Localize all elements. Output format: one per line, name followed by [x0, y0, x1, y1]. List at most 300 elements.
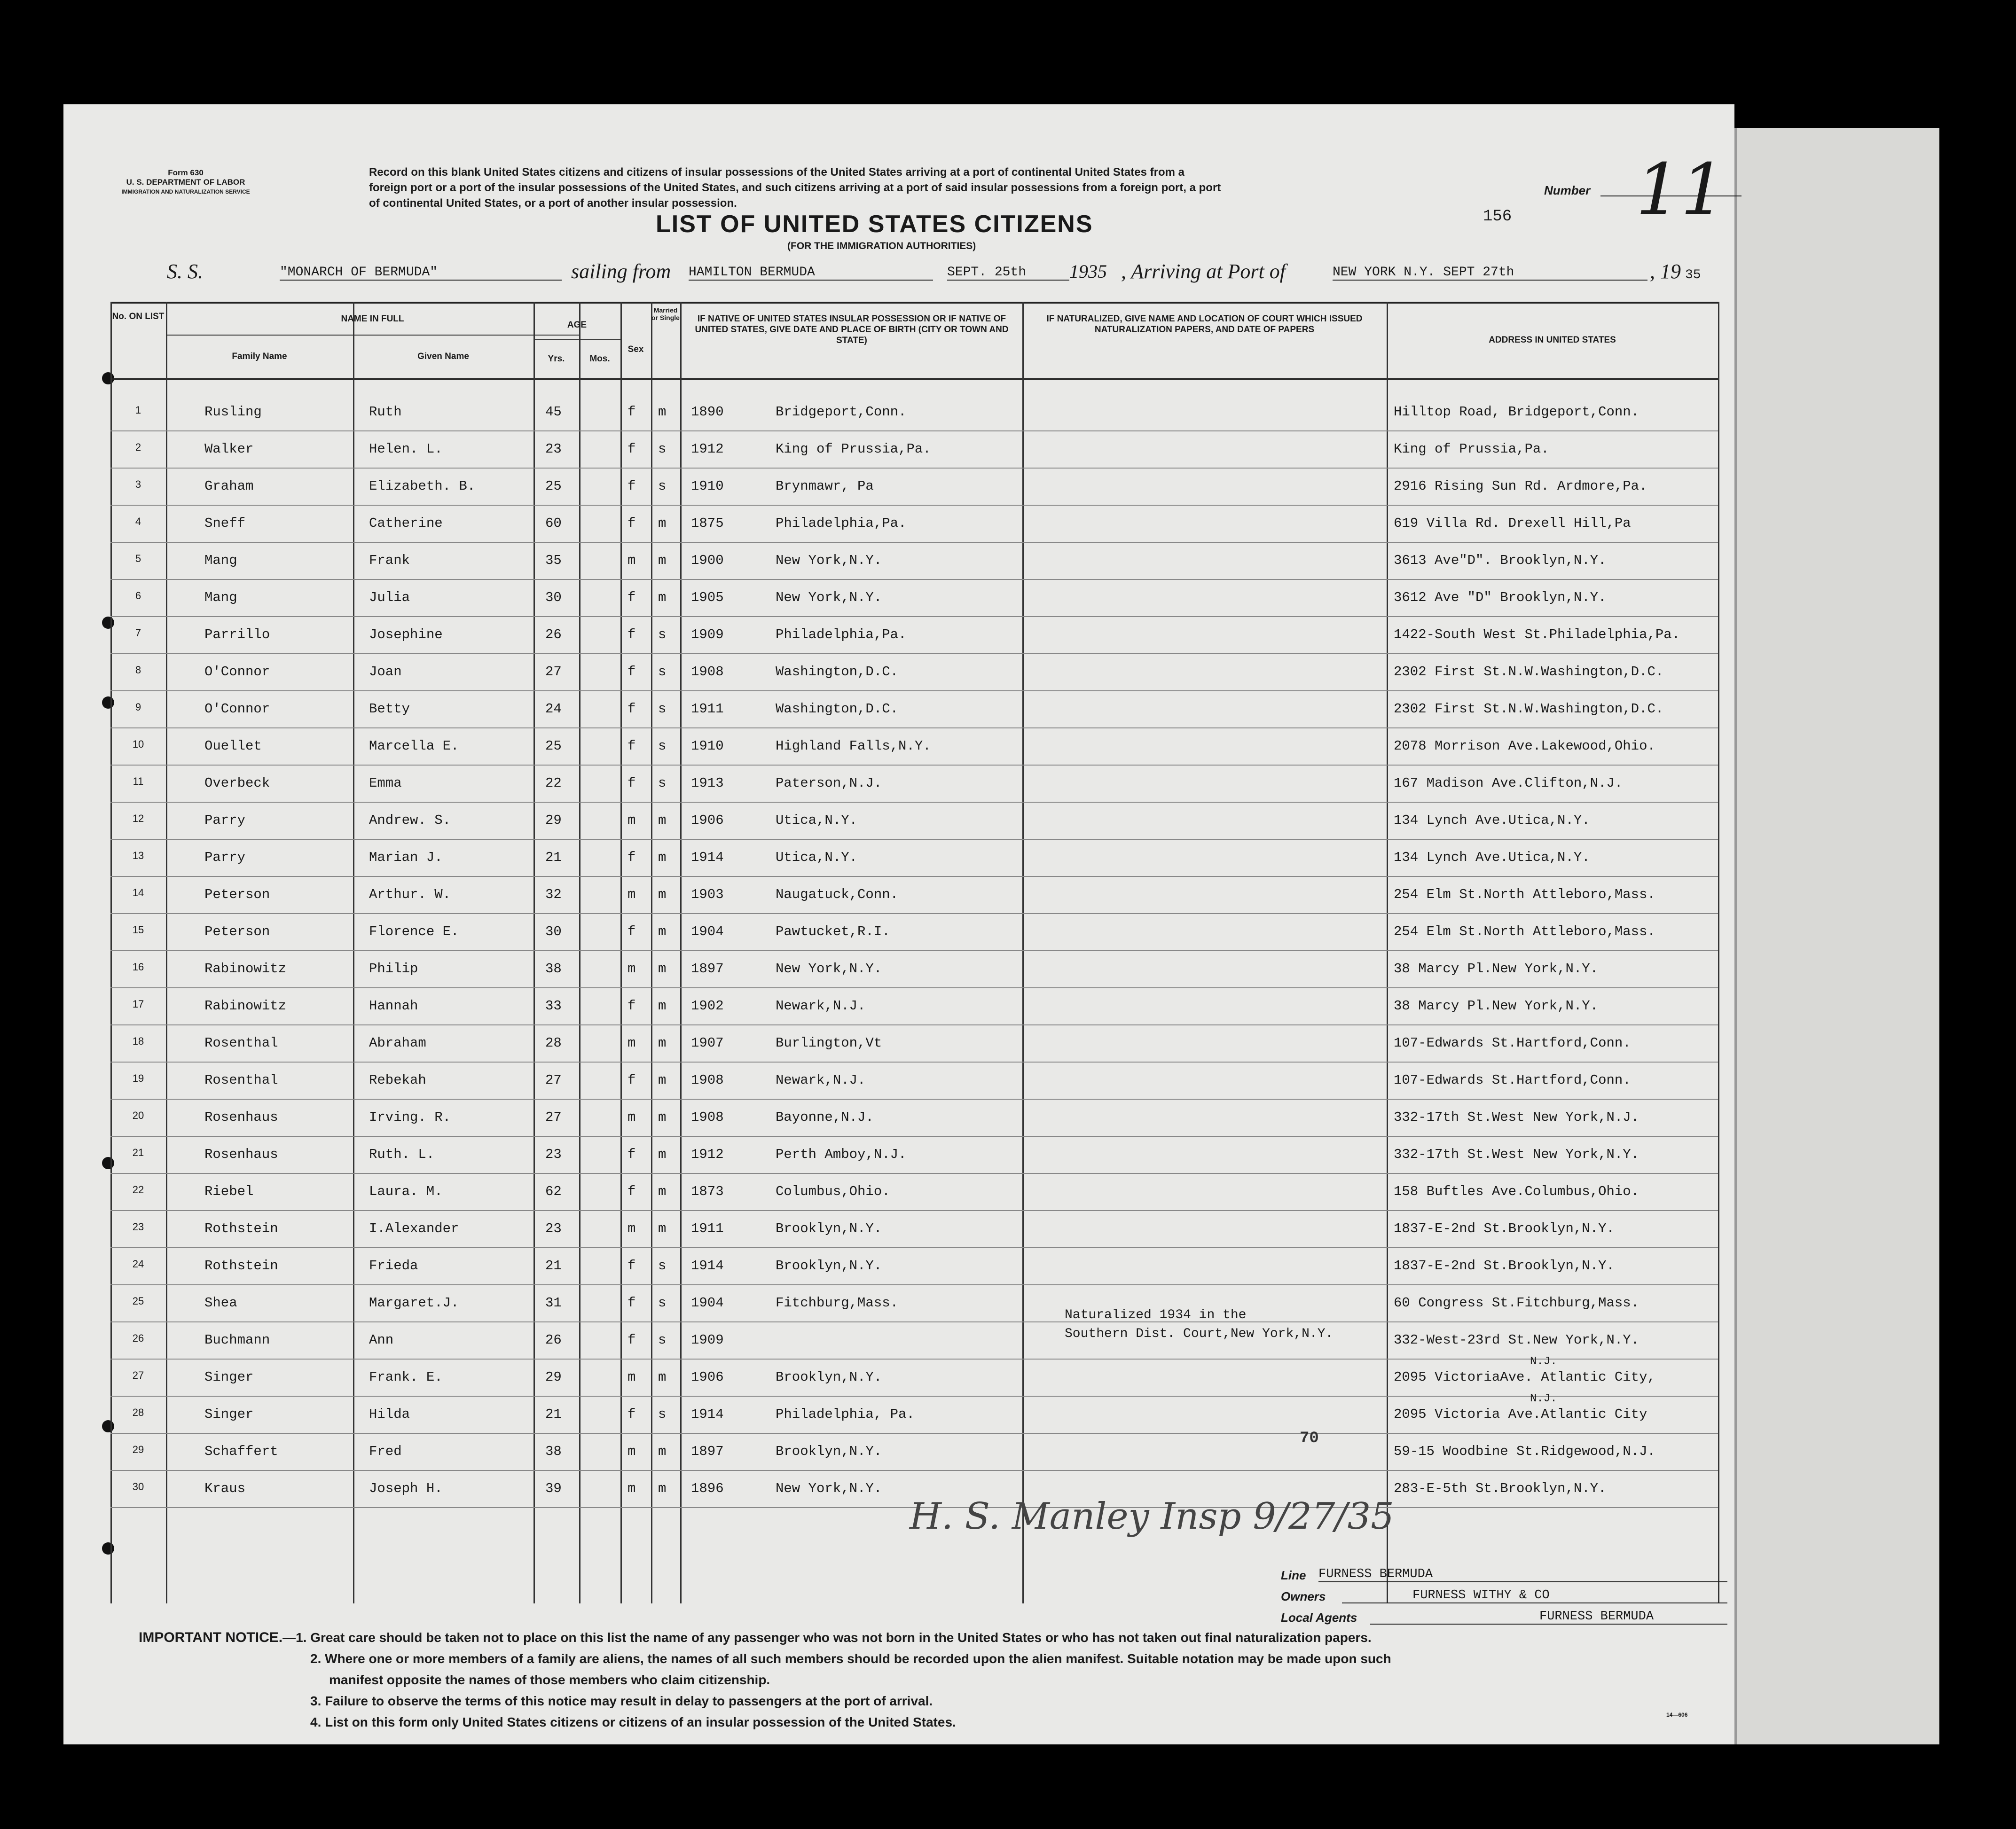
- row-rule: [110, 1433, 1718, 1434]
- row-number: 19: [132, 1072, 144, 1084]
- sex: m: [628, 961, 636, 977]
- row-number: 30: [132, 1481, 144, 1493]
- birth-year: 1875: [691, 516, 724, 531]
- given-name: Laura. M.: [369, 1184, 443, 1199]
- birth-place: New York,N.Y.: [776, 553, 882, 568]
- marital-status: m: [658, 1147, 667, 1162]
- family-name: Parrillo: [204, 627, 270, 642]
- record-line-3: of continental United States, or a port of another insular possession.: [369, 197, 737, 210]
- row-number: 7: [135, 627, 141, 639]
- marital-status: s: [658, 775, 667, 791]
- age-years: 26: [545, 627, 562, 642]
- line-value: FURNESS BERMUDA: [1318, 1567, 1727, 1582]
- sex: f: [628, 664, 636, 680]
- row-number: 22: [132, 1184, 144, 1196]
- row-number: 4: [135, 516, 141, 527]
- family-name: Rosenhaus: [204, 1110, 278, 1125]
- birth-place: Brynmawr, Pa: [776, 478, 874, 494]
- age-years: 24: [545, 701, 562, 717]
- sex: f: [628, 441, 636, 457]
- family-name: Peterson: [204, 887, 270, 902]
- marital-status: s: [658, 701, 667, 717]
- address: 2916 Rising Sun Rd. Ardmore,Pa.: [1394, 478, 1647, 494]
- birth-year: 1897: [691, 961, 724, 977]
- given-name: Ann: [369, 1332, 394, 1348]
- facing-page-edge: [1734, 128, 1939, 1744]
- family-name: Parry: [204, 850, 246, 865]
- birth-year: 1890: [691, 404, 724, 420]
- birth-place: Philadelphia,Pa.: [776, 516, 907, 531]
- age-years: 29: [545, 813, 562, 828]
- arrival-port-date: NEW YORK N.Y. SEPT 27th: [1333, 265, 1647, 281]
- marital-status: m: [658, 813, 667, 828]
- birth-place: Bridgeport,Conn.: [776, 404, 907, 420]
- given-name: Philip: [369, 961, 418, 977]
- age-years: 23: [545, 1147, 562, 1162]
- family-name: O'Connor: [204, 664, 270, 680]
- age-years: 26: [545, 1332, 562, 1348]
- given-name: Arthur. W.: [369, 887, 451, 902]
- marital-status: m: [658, 553, 667, 568]
- family-name: Parry: [204, 813, 246, 828]
- given-name: Marcella E.: [369, 738, 459, 754]
- row-rule: [110, 765, 1718, 766]
- family-name: O'Connor: [204, 701, 270, 717]
- family-name: Rusling: [204, 404, 262, 420]
- sex: m: [628, 1481, 636, 1496]
- given-name: Josephine: [369, 627, 443, 642]
- row-rule: [110, 802, 1718, 803]
- birth-place: Philadelphia, Pa.: [776, 1407, 915, 1422]
- owners-label: Owners: [1281, 1589, 1326, 1603]
- sail-year: 1935: [1069, 261, 1107, 282]
- address: 254 Elm St.North Attleboro,Mass.: [1394, 924, 1655, 939]
- col-divider: [1718, 302, 1719, 1603]
- age-years: 45: [545, 404, 562, 420]
- age-years: 62: [545, 1184, 562, 1199]
- age-years: 38: [545, 961, 562, 977]
- sex: f: [628, 1072, 636, 1088]
- row-rule: [110, 876, 1718, 877]
- row-number: 2: [135, 441, 141, 453]
- family-name: Rosenthal: [204, 1072, 278, 1088]
- address: 1837-E-2nd St.Brooklyn,N.Y.: [1394, 1221, 1615, 1236]
- birth-year: 1908: [691, 1110, 724, 1125]
- row-rule: [110, 505, 1718, 506]
- record-line-2: foreign port or a port of the insular possessions of the United States, and such citizens arriving at a port of said insular possessions from a foreign port, a port: [369, 181, 1221, 194]
- row-rule: [110, 1359, 1718, 1360]
- address: 254 Elm St.North Attleboro,Mass.: [1394, 887, 1655, 902]
- age-years: 25: [545, 738, 562, 754]
- birth-year: 1909: [691, 627, 724, 642]
- birth-year: 1896: [691, 1481, 724, 1496]
- row-number: 6: [135, 590, 141, 602]
- address: Hilltop Road, Bridgeport,Conn.: [1394, 404, 1639, 420]
- sex: m: [628, 887, 636, 902]
- col-divider: [1022, 302, 1024, 1603]
- header-birth: IF NATIVE OF UNITED STATES INSULAR POSSESSION OR IF NATIVE OF UNITED STATES, GIVE DATE AND PLACE OF BIRTH (CITY OR TOWN AND STATE): [695, 314, 1009, 345]
- birth-place: Brooklyn,N.Y.: [776, 1369, 882, 1385]
- family-name: Rabinowitz: [204, 998, 287, 1014]
- birth-year: 1912: [691, 1147, 724, 1162]
- given-name: Margaret.J.: [369, 1295, 459, 1311]
- address: 38 Marcy Pl.New York,N.Y.: [1394, 998, 1599, 1014]
- address-note: N.J.: [1530, 1355, 1557, 1368]
- row-rule: [110, 1062, 1718, 1063]
- birth-year: 1902: [691, 998, 724, 1014]
- address: 2095 VictoriaAve. Atlantic City,: [1394, 1369, 1655, 1385]
- sex: m: [628, 553, 636, 568]
- row-number: 25: [132, 1295, 144, 1307]
- notice-2a: 2. Where one or more members of a family are aliens, the names of all such members should be recorded upon the alien manifest. Suitable notation may be made upon such: [310, 1651, 1391, 1666]
- family-name: Buchmann: [204, 1332, 270, 1348]
- address: 107-Edwards St.Hartford,Conn.: [1394, 1035, 1631, 1051]
- given-name: Florence E.: [369, 924, 459, 939]
- sex: f: [628, 998, 636, 1014]
- row-number: 24: [132, 1258, 144, 1270]
- marital-status: m: [658, 1035, 667, 1051]
- punch-hole: [102, 1420, 114, 1432]
- age-years: 35: [545, 553, 562, 568]
- birth-year: 1910: [691, 478, 724, 494]
- birth-place: Naugatuck,Conn.: [776, 887, 899, 902]
- birth-year: 1908: [691, 1072, 724, 1088]
- given-name: Rebekah: [369, 1072, 426, 1088]
- marital-status: s: [658, 441, 667, 457]
- family-name: Singer: [204, 1407, 254, 1422]
- age-years: 21: [545, 1258, 562, 1274]
- col-divider: [579, 302, 580, 1603]
- birth-place: Burlington,Vt: [776, 1035, 882, 1051]
- address: 2302 First St.N.W.Washington,D.C.: [1394, 701, 1664, 717]
- marital-status: s: [658, 738, 667, 754]
- address: 59-15 Woodbine St.Ridgewood,N.J.: [1394, 1444, 1655, 1459]
- family-name: Rosenhaus: [204, 1147, 278, 1162]
- sex: f: [628, 1147, 636, 1162]
- marital-status: m: [658, 516, 667, 531]
- sex: f: [628, 627, 636, 642]
- family-name: Sneff: [204, 516, 246, 531]
- address: 60 Congress St.Fitchburg,Mass.: [1394, 1295, 1639, 1311]
- address: 134 Lynch Ave.Utica,N.Y.: [1394, 813, 1590, 828]
- marital-status: m: [658, 1481, 667, 1496]
- address-note: N.J.: [1530, 1392, 1557, 1405]
- age-years: 27: [545, 664, 562, 680]
- col-divider: [680, 302, 682, 1603]
- birth-place: Perth Amboy,N.J.: [776, 1147, 907, 1162]
- family-name: Peterson: [204, 924, 270, 939]
- row-rule: [110, 430, 1718, 431]
- row-rule: [110, 1173, 1718, 1174]
- age-years: 21: [545, 850, 562, 865]
- birth-place: Washington,D.C.: [776, 701, 899, 717]
- notice-4: 4. List on this form only United States citizens or citizens of an insular possession of the United States.: [310, 1715, 956, 1729]
- age-years: 30: [545, 590, 562, 605]
- sex: m: [628, 813, 636, 828]
- address: 332-17th St.West New York,N.J.: [1394, 1110, 1639, 1125]
- sex: f: [628, 1258, 636, 1274]
- sex: f: [628, 1332, 636, 1348]
- ss-label: S. S.: [167, 260, 203, 283]
- birth-year: 1900: [691, 553, 724, 568]
- given-name: Julia: [369, 590, 410, 605]
- address: 3613 Ave"D". Brooklyn,N.Y.: [1394, 553, 1607, 568]
- given-name: Emma: [369, 775, 402, 791]
- col-divider: [353, 302, 354, 1603]
- given-name: Catherine: [369, 516, 443, 531]
- birth-year: 1914: [691, 1258, 724, 1274]
- print-code: 14—606: [1666, 1712, 1688, 1718]
- sail-date: SEPT. 25th: [947, 265, 1069, 281]
- given-name: Frank. E.: [369, 1369, 443, 1385]
- page-subtitle: (FOR THE IMMIGRATION AUTHORITIES): [787, 241, 976, 251]
- sex: f: [628, 738, 636, 754]
- header-naturalized: IF NATURALIZED, GIVE NAME AND LOCATION OF COURT WHICH ISSUED NATURALIZATION PAPERS, AND DATE OF PAPERS: [1046, 314, 1363, 335]
- row-number: 27: [132, 1369, 144, 1381]
- age-years: 23: [545, 441, 562, 457]
- birth-year: 1911: [691, 1221, 724, 1236]
- address: 158 Buftles Ave.Columbus,Ohio.: [1394, 1184, 1639, 1199]
- birth-year: 1914: [691, 1407, 724, 1422]
- col-divider: [1387, 302, 1388, 1603]
- birth-year: 1913: [691, 775, 724, 791]
- row-number: 21: [132, 1147, 144, 1158]
- marital-status: s: [658, 1332, 667, 1348]
- sex: f: [628, 1295, 636, 1311]
- family-name: Graham: [204, 478, 254, 494]
- row-number: 28: [132, 1407, 144, 1418]
- address: 3612 Ave "D" Brooklyn,N.Y.: [1394, 590, 1607, 605]
- birth-place: Columbus,Ohio.: [776, 1184, 890, 1199]
- record-instructions: [369, 164, 1221, 211]
- row-rule: [110, 1136, 1718, 1137]
- header-married-single: Married or Single: [651, 306, 680, 321]
- birth-year: 1906: [691, 1369, 724, 1385]
- birth-year: 1873: [691, 1184, 724, 1199]
- marital-status: m: [658, 1072, 667, 1088]
- address: 332-17th St.West New York,N.Y.: [1394, 1147, 1639, 1162]
- family-name: Overbeck: [204, 775, 270, 791]
- age-years: 28: [545, 1035, 562, 1051]
- birth-year: 1908: [691, 664, 724, 680]
- marital-status: m: [658, 850, 667, 865]
- birth-place: Brooklyn,N.Y.: [776, 1444, 882, 1459]
- address: 38 Marcy Pl.New York,N.Y.: [1394, 961, 1599, 977]
- given-name: Joseph H.: [369, 1481, 443, 1496]
- header-given-name: Given Name: [417, 352, 469, 361]
- row-rule: [110, 1024, 1718, 1025]
- row-number: 14: [132, 887, 144, 899]
- row-rule: [110, 690, 1718, 691]
- family-name: Singer: [204, 1369, 254, 1385]
- birth-place: Newark,N.J.: [776, 998, 866, 1014]
- birth-place: Utica,N.Y.: [776, 850, 858, 865]
- header-family-name: Family Name: [232, 352, 287, 361]
- family-name: Schaffert: [204, 1444, 278, 1459]
- row-number: 10: [132, 738, 144, 750]
- given-name: I.Alexander: [369, 1221, 459, 1236]
- header-age: AGE: [567, 320, 587, 330]
- row-rule: [110, 616, 1718, 617]
- birth-place: New York,N.Y.: [776, 961, 882, 977]
- row-number: 3: [135, 478, 141, 490]
- birth-year: 1906: [691, 813, 724, 828]
- birth-place: Pawtucket,R.I.: [776, 924, 890, 939]
- row-number: 9: [135, 701, 141, 713]
- col-divider: [166, 302, 167, 1603]
- birth-year: 1911: [691, 701, 724, 717]
- row-rule: [110, 987, 1718, 988]
- name-subheader-line: [166, 335, 579, 336]
- birth-place: New York,N.Y.: [776, 590, 882, 605]
- birth-place: Washington,D.C.: [776, 664, 899, 680]
- header-bottom-border: [110, 378, 1718, 380]
- family-name: Shea: [204, 1295, 237, 1311]
- given-name: Marian J.: [369, 850, 443, 865]
- marital-status: m: [658, 1110, 667, 1125]
- row-number: 29: [132, 1444, 144, 1455]
- family-name: Riebel: [204, 1184, 254, 1199]
- sex: m: [628, 1444, 636, 1459]
- address: 1422-South West St.Philadelphia,Pa.: [1394, 627, 1680, 642]
- row-rule: [110, 1396, 1718, 1397]
- table-top-border: [110, 302, 1718, 304]
- age-years: 38: [545, 1444, 562, 1459]
- record-line-1: Record on this blank United States citizens and citizens of insular possessions of the United States arriving at a port of continental United States from a: [369, 166, 1184, 179]
- agents-label: Local Agents: [1281, 1610, 1357, 1625]
- sex: m: [628, 1110, 636, 1125]
- notice-heading: IMPORTANT NOTICE.: [139, 1630, 283, 1645]
- sex: f: [628, 404, 636, 420]
- given-name: Abraham: [369, 1035, 426, 1051]
- given-name: Fred: [369, 1444, 402, 1459]
- birth-place: King of Prussia,Pa.: [776, 441, 931, 457]
- family-name: Mang: [204, 553, 237, 568]
- age-years: 29: [545, 1369, 562, 1385]
- given-name: Betty: [369, 701, 410, 717]
- row-number: 15: [132, 924, 144, 936]
- sex: f: [628, 516, 636, 531]
- birth-year: 1910: [691, 738, 724, 754]
- marital-status: s: [658, 664, 667, 680]
- marital-status: m: [658, 1444, 667, 1459]
- birth-year: 1904: [691, 924, 724, 939]
- list-number: 11: [1636, 149, 1726, 231]
- form-number: Form 630: [168, 168, 204, 177]
- address: King of Prussia,Pa.: [1394, 441, 1549, 457]
- manifest-sheet: [63, 104, 1734, 1744]
- birth-year: 1912: [691, 441, 724, 457]
- marital-status: m: [658, 1221, 667, 1236]
- marital-status: s: [658, 627, 667, 642]
- notice-1: —1. Great care should be taken not to place on this list the name of any passenger who was not born in the United States or who has not taken out final naturalization papers.: [282, 1630, 1372, 1645]
- address: 1837-E-2nd St.Brooklyn,N.Y.: [1394, 1258, 1615, 1274]
- age-years: 39: [545, 1481, 562, 1496]
- from-port: HAMILTON BERMUDA: [689, 265, 933, 281]
- family-name: Walker: [204, 441, 254, 457]
- given-name: Ruth: [369, 404, 402, 420]
- family-name: Rosenthal: [204, 1035, 278, 1051]
- marital-status: m: [658, 924, 667, 939]
- row-rule: [110, 1284, 1718, 1285]
- family-name: Rothstein: [204, 1221, 278, 1236]
- marital-status: m: [658, 404, 667, 420]
- sex: f: [628, 924, 636, 939]
- row-number: 23: [132, 1221, 144, 1233]
- owners-value: FURNESS WITHY & CO: [1342, 1588, 1727, 1603]
- birth-year: 1905: [691, 590, 724, 605]
- sex: f: [628, 1184, 636, 1199]
- marital-status: s: [658, 1295, 667, 1311]
- age-years: 27: [545, 1110, 562, 1125]
- age-years: 33: [545, 998, 562, 1014]
- given-name: Ruth. L.: [369, 1147, 435, 1162]
- age-subheader-line: [533, 339, 620, 340]
- address: 332-West-23rd St.New York,N.Y.: [1394, 1332, 1639, 1348]
- birth-year: 1909: [691, 1332, 724, 1348]
- sex: f: [628, 850, 636, 865]
- row-rule: [110, 468, 1718, 469]
- age-years: 25: [545, 478, 562, 494]
- given-name: Joan: [369, 664, 402, 680]
- form-id: [106, 168, 266, 196]
- sex: f: [628, 701, 636, 717]
- sex: f: [628, 1407, 636, 1422]
- row-rule: [110, 1247, 1718, 1248]
- header-mos: Mos.: [589, 354, 610, 364]
- sex: f: [628, 478, 636, 494]
- birth-place: Brooklyn,N.Y.: [776, 1258, 882, 1274]
- header-sex: Sex: [628, 344, 644, 354]
- row-rule: [110, 1321, 1718, 1322]
- address: 167 Madison Ave.Clifton,N.J.: [1394, 775, 1623, 791]
- row-rule: [110, 1210, 1718, 1211]
- department: U. S. DEPARTMENT OF LABOR: [126, 178, 245, 187]
- marital-status: s: [658, 1258, 667, 1274]
- row-number: 17: [132, 998, 144, 1010]
- important-notice: [139, 1627, 1391, 1733]
- page-title: LIST OF UNITED STATES CITIZENS: [656, 211, 1093, 238]
- given-name: Helen. L.: [369, 441, 443, 457]
- row-rule: [110, 1470, 1718, 1471]
- age-years: 21: [545, 1407, 562, 1422]
- family-name: Mang: [204, 590, 237, 605]
- arrival-year-prefix: , 19: [1650, 260, 1681, 283]
- service: IMMIGRATION AND NATURALIZATION SERVICE: [121, 188, 250, 195]
- age-years: 30: [545, 924, 562, 939]
- arriving-label: , Arriving at Port of: [1121, 260, 1286, 283]
- header-name-in-full: NAME IN FULL: [341, 314, 404, 324]
- naturalization-note: Naturalized 1934 in the Southern Dist. Court,New York,N.Y.: [1065, 1308, 1334, 1341]
- sex: f: [628, 775, 636, 791]
- birth-year: 1897: [691, 1444, 724, 1459]
- given-name: Hannah: [369, 998, 418, 1014]
- family-name: Ouellet: [204, 738, 262, 754]
- marital-status: m: [658, 887, 667, 902]
- sex: m: [628, 1221, 636, 1236]
- agents-value: FURNESS BERMUDA: [1370, 1610, 1727, 1625]
- number-label: Number: [1544, 183, 1591, 197]
- birth-place: New York,N.Y.: [776, 1481, 882, 1496]
- row-number: 8: [135, 664, 141, 676]
- birth-place: Highland Falls,N.Y.: [776, 738, 931, 754]
- row-number: 26: [132, 1332, 144, 1344]
- birth-year: 1904: [691, 1295, 724, 1311]
- birth-place: Newark,N.J.: [776, 1072, 866, 1088]
- row-rule: [110, 579, 1718, 580]
- row-rule: [110, 913, 1718, 914]
- sailing-label: sailing from: [571, 260, 671, 283]
